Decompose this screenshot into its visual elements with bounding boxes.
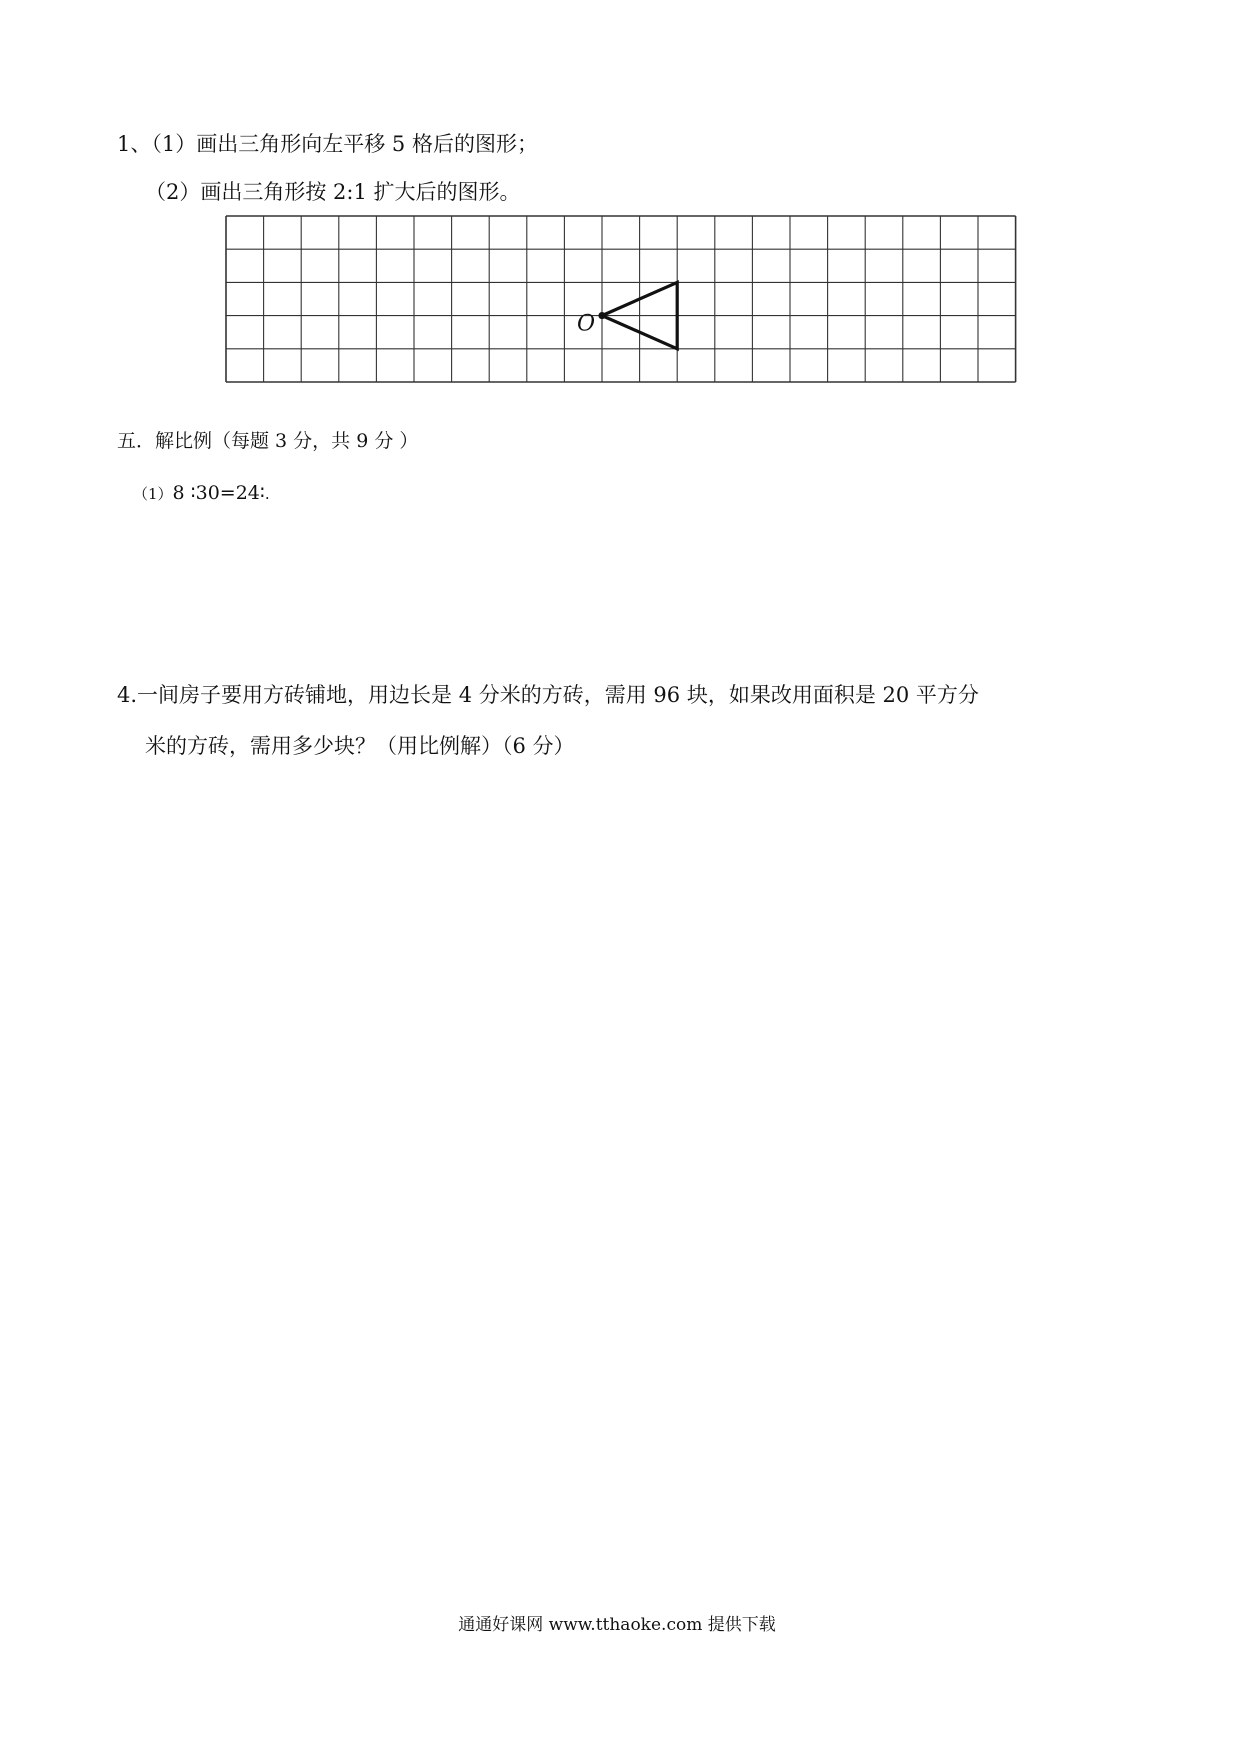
footer-text: 通通好课网 www.tthaoke.com 提供下载 (458, 1615, 776, 1635)
grid-lines (226, 216, 1016, 382)
point-o-label: O (577, 311, 596, 337)
question-4-line-1: 4.一间房子要用方砖铺地，用边长是 4 分米的方砖，需用 96 块，如果改用面积是 20 平方分 (117, 683, 979, 707)
question-1-part-1: （1）画出三角形向左平移 5 格后的图形； (151, 132, 538, 156)
question-1-part-2: （2）画出三角形按 2:1 扩大后的图形。 (145, 180, 521, 204)
drawing-grid (224, 214, 1017, 385)
proportion-item-1-number: （1） (133, 485, 173, 503)
proportion-item-1-tail: . (264, 485, 270, 503)
grid-canvas (224, 214, 1017, 385)
proportion-item-1 (133, 480, 270, 507)
proportion-item-1-expression: 8 ∶30=24∶ (172, 482, 265, 504)
question-1-number: 1、 (117, 132, 152, 156)
section-5-title: 五．解比例（每题 3 分，共 9 分 ） (117, 430, 419, 452)
point-o-dot (598, 312, 605, 319)
question-4-line-2: 米的方砖，需用多少块？（用比例解）（6 分） (145, 734, 575, 758)
question-1-line-1 (117, 130, 538, 158)
